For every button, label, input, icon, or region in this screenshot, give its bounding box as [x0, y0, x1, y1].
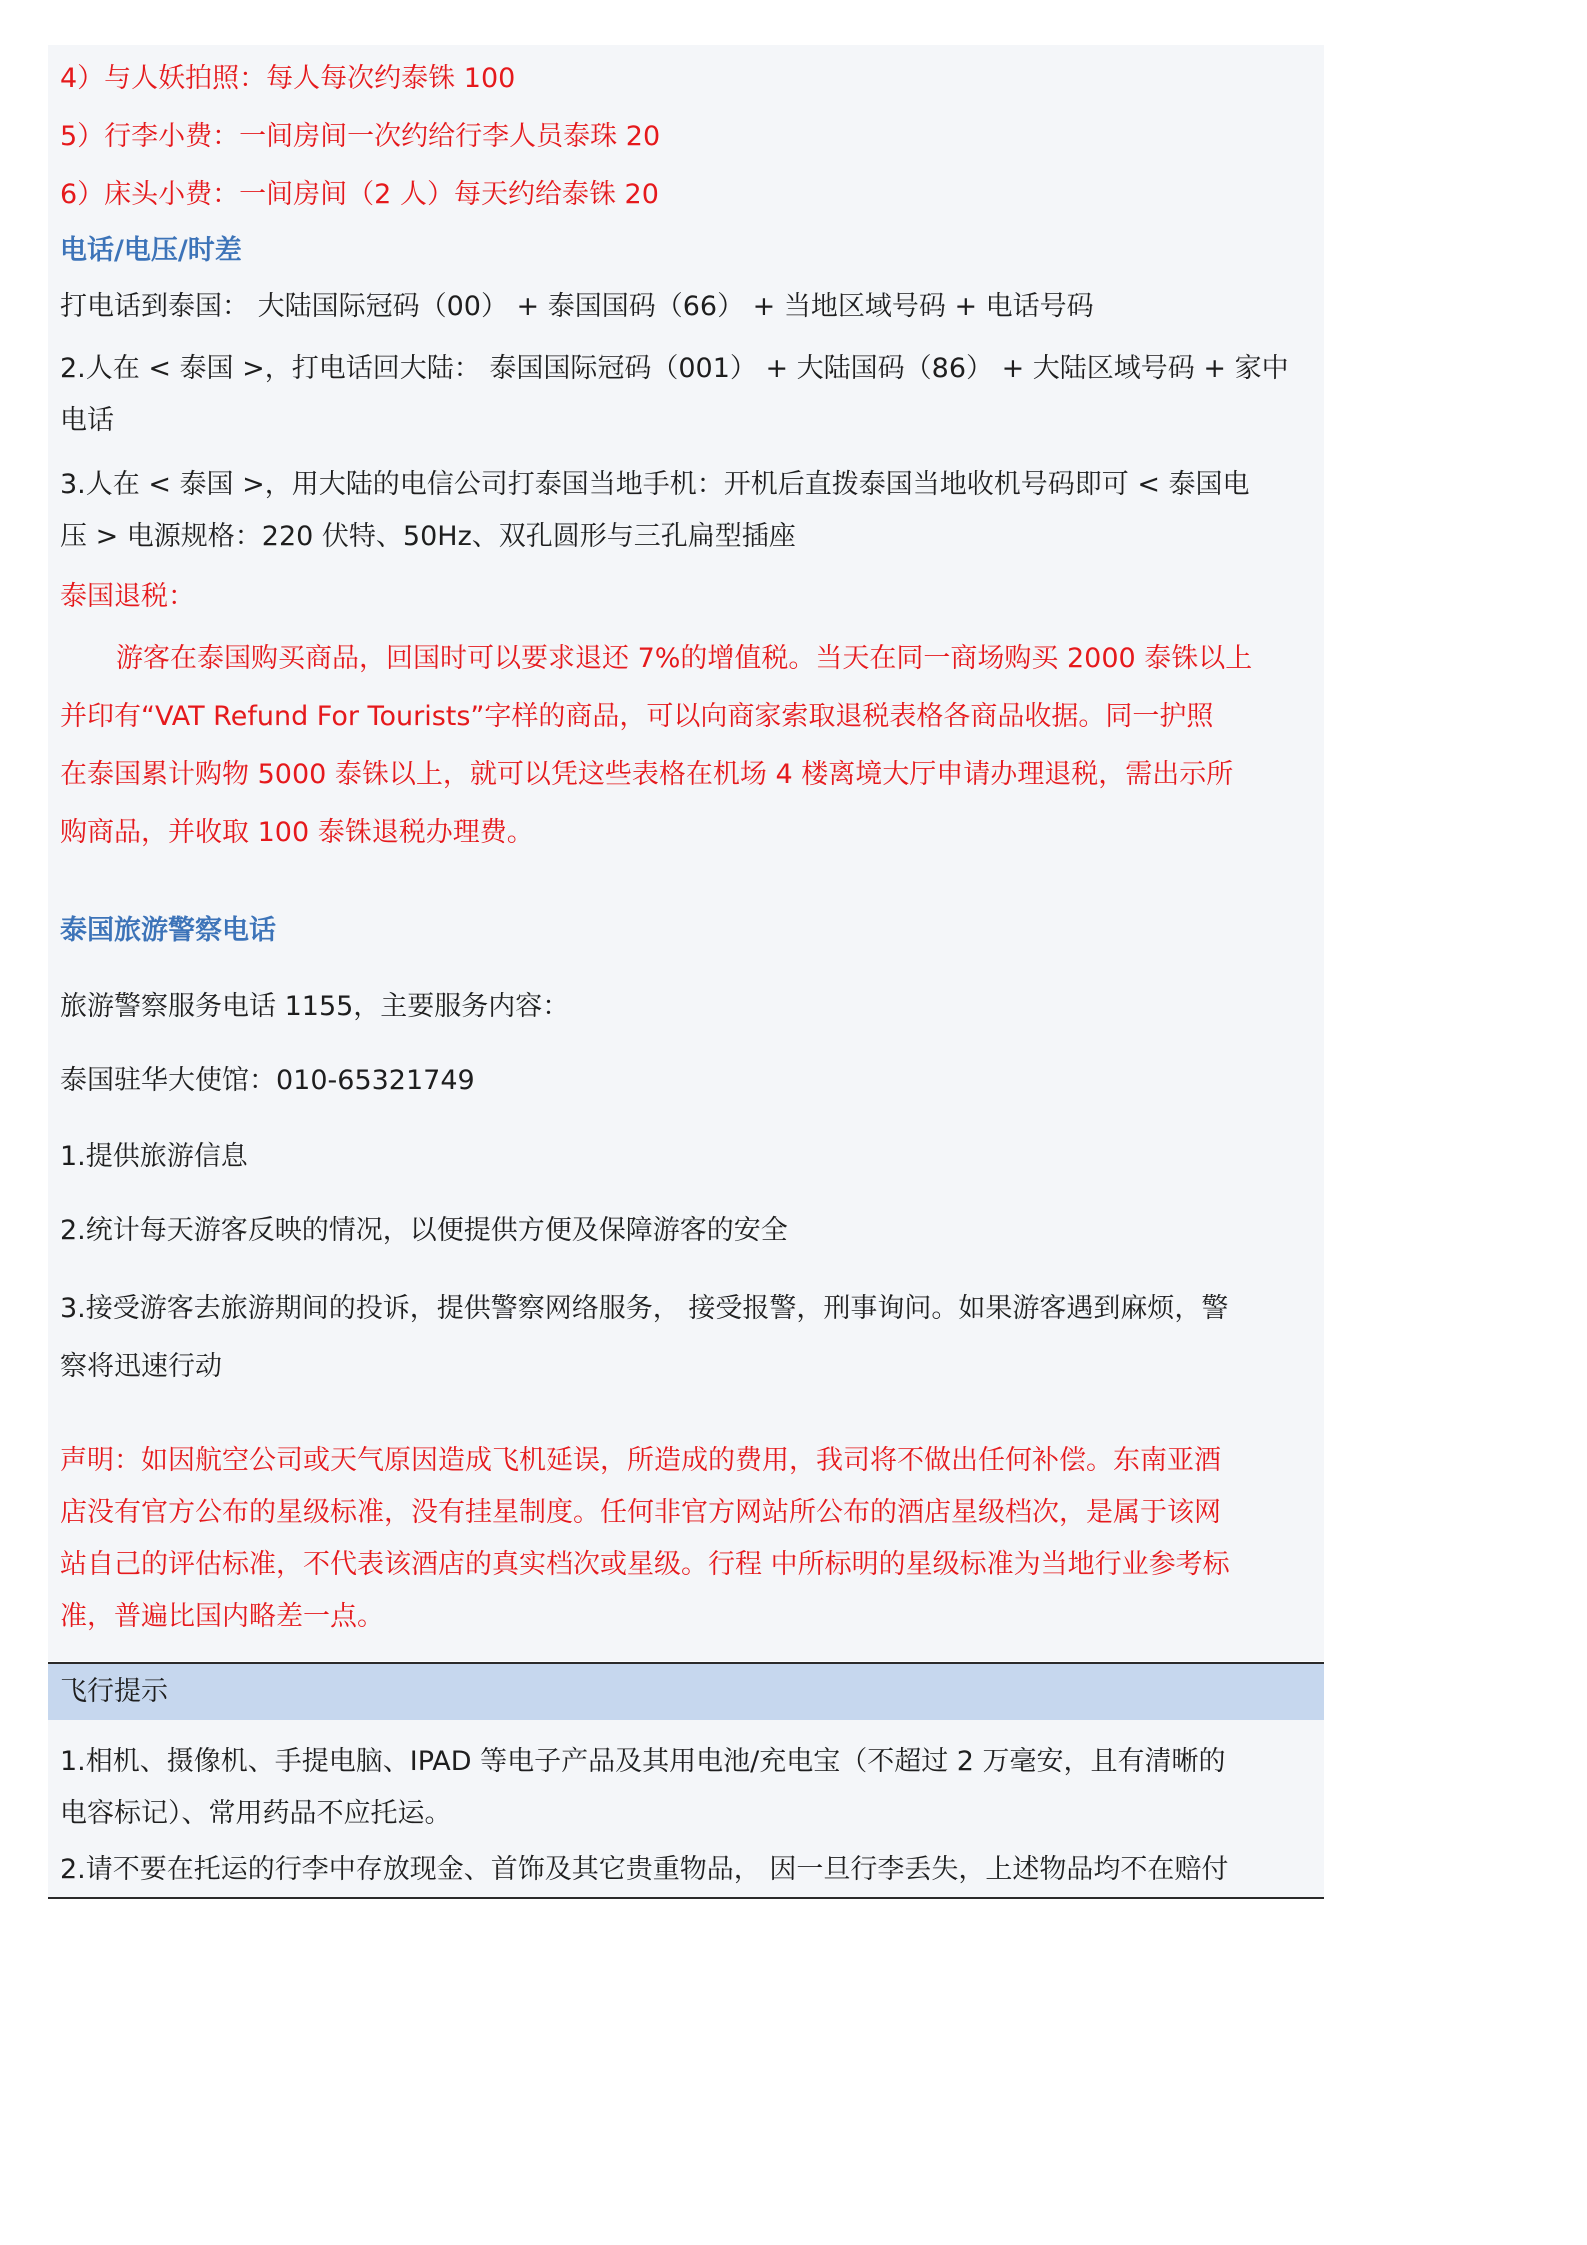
document-page [48, 45, 1324, 1897]
notice-line-4: 准，普遍比国内略差一点。 [60, 1601, 384, 1632]
tip-ladyboy-photo: 4）与人妖拍照：每人每次约泰铢 100 [60, 63, 516, 94]
phone-line-1: 打电话到泰国： 大陆国际冠码（00） + 泰国国码（66） + 当地区域号码 + 电话号码 [60, 291, 1094, 322]
phone-line-2a: 2.人在 < 泰国 >，打电话回大陆： 泰国国际冠码（001） + 大陆国码（86） + 大陆区域号码 + 家中 [60, 353, 1289, 384]
service-line-3a: 3.接受游客去旅游期间的投诉，提供警察网络服务， 接受报警，刑事询问。如果游客遇到麻烦，警 [60, 1293, 1229, 1324]
tax-line-2: 并印有“VAT Refund For Tourists”字样的商品，可以向商家索取退税表格各商品收据。同一护照 [60, 701, 1214, 732]
tax-line-4: 购商品，并收取 100 泰铢退税办理费。 [60, 817, 534, 848]
phone-line-3b: 压 > 电源规格：220 伏特、50Hz、双孔圆形与三孔扁型插座 [60, 521, 796, 552]
tip-luggage: 5）行李小费：一间房间一次约给行李人员泰珠 20 [60, 121, 661, 152]
embassy-line: 泰国驻华大使馆：010-65321749 [60, 1065, 475, 1096]
police-heading: 泰国旅游警察电话 [60, 915, 276, 946]
notice-line-1: 声明：如因航空公司或天气原因造成飞机延误，所造成的费用，我司将不做出任何补偿。东南亚酒 [60, 1445, 1221, 1476]
tax-heading: 泰国退税： [60, 581, 195, 612]
tip-bedside: 6）床头小费：一间房间（2 人）每天约给泰铢 20 [60, 179, 659, 210]
phone-line-3a: 3.人在 < 泰国 >，用大陆的电信公司打泰国当地手机：开机后直拨泰国当地收机号码即可 < 泰国电 [60, 469, 1250, 500]
service-line-1: 1.提供旅游信息 [60, 1141, 248, 1172]
notice-line-2: 店没有官方公布的星级标准，没有挂星制度。任何非官方网站所公布的酒店星级档次，是属于该网 [60, 1497, 1221, 1528]
phone-heading: 电话/电压/时差 [60, 235, 242, 266]
service-line-2: 2.统计每天游客反映的情况，以便提供方便及保障游客的安全 [60, 1215, 788, 1246]
flight-tips-header [48, 1662, 1324, 1722]
flight-tips-title: 飞行提示 [60, 1676, 168, 1707]
flight-line-2: 2.请不要在托运的行李中存放现金、首饰及其它贵重物品， 因一旦行李丢失，上述物品均不在赔付 [60, 1854, 1229, 1885]
police-line: 旅游警察服务电话 1155，主要服务内容： [60, 991, 570, 1022]
service-line-3b: 察将迅速行动 [60, 1351, 222, 1382]
notice-line-3: 站自己的评估标准，不代表该酒店的真实档次或星级。行程 中所标明的星级标准为当地行业参考标 [60, 1549, 1230, 1580]
tax-line-1: 游客在泰国购买商品，回国时可以要求退还 7%的增值税。当天在同一商场购买 2000 泰铢以上 [116, 643, 1253, 674]
info-panel [48, 45, 1324, 1661]
tax-line-3: 在泰国累计购物 5000 泰铢以上，就可以凭这些表格在机场 4 楼离境大厅申请办理退税，需出示所 [60, 759, 1234, 790]
flight-line-1a: 1.相机、摄像机、手提电脑、IPAD 等电子产品及其用电池/充电宝（不超过 2 万毫安，且有清晰的 [60, 1746, 1226, 1777]
flight-line-1b: 电容标记）、常用药品不应托运。 [60, 1798, 452, 1829]
flight-tips-section [48, 1720, 1324, 1899]
phone-line-2b: 电话 [60, 405, 114, 436]
